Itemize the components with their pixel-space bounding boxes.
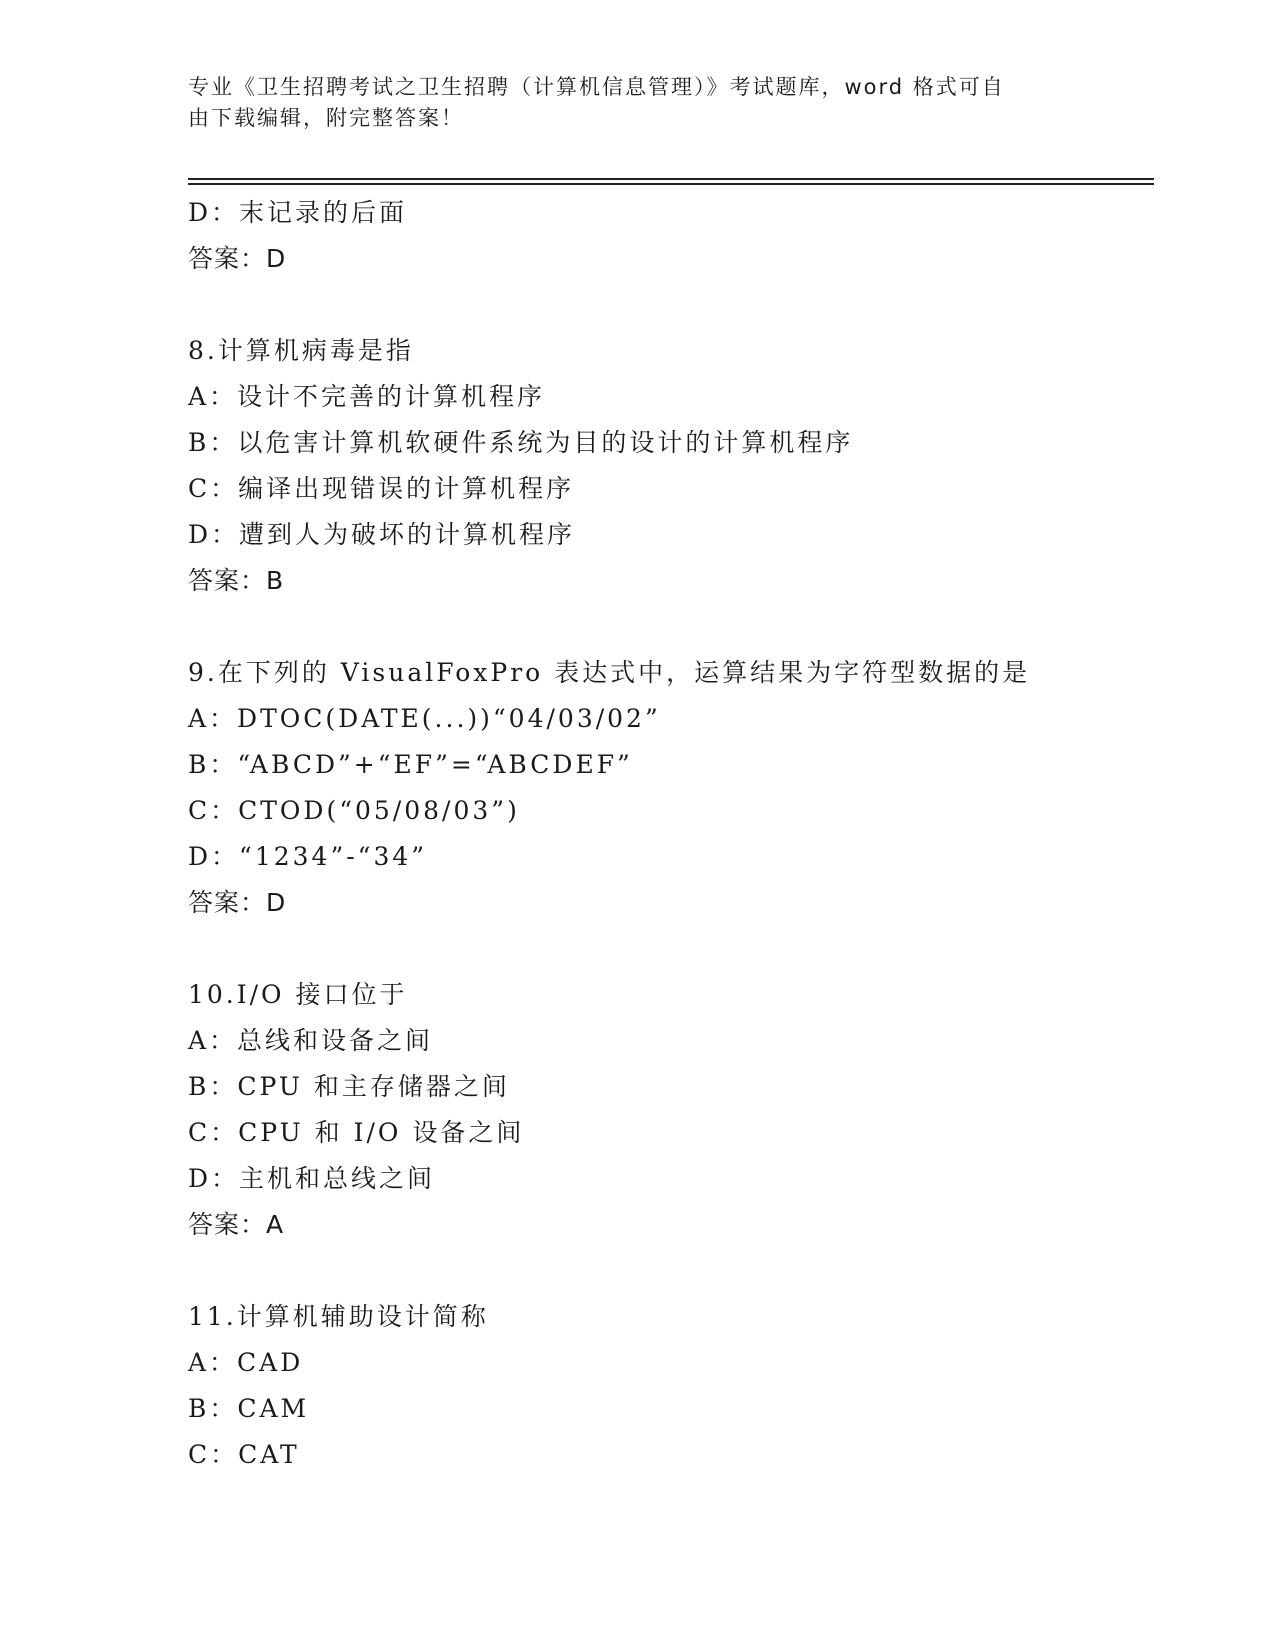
question-stem: 8.计算机病毒是指 [188, 336, 414, 365]
option-a: A：CAD [188, 1348, 304, 1377]
spacer [188, 1248, 1154, 1294]
option-b: B：以危害计算机软硬件系统为目的设计的计算机程序 [188, 428, 854, 457]
question-9 [188, 650, 1154, 926]
answer: 答案：A [188, 1210, 285, 1239]
option-c: C：编译出现错误的计算机程序 [188, 474, 575, 503]
question-stem: 10.I/O 接口位于 [188, 980, 408, 1009]
prev-option-d: D：末记录的后面 [188, 198, 408, 227]
spacer [188, 926, 1154, 972]
spacer [188, 282, 1154, 328]
option-d: D：“1234”-“34” [188, 842, 428, 871]
header-divider-top [188, 178, 1154, 180]
question-11 [188, 1294, 1154, 1478]
option-d: D：主机和总线之间 [188, 1164, 436, 1193]
question-stem: 11.计算机辅助设计简称 [188, 1302, 489, 1331]
prev-answer: 答案：D [188, 244, 287, 273]
option-d: D：遭到人为破坏的计算机程序 [188, 520, 576, 549]
document-header [188, 72, 1088, 134]
option-c: C：CPU 和 I/O 设备之间 [188, 1118, 525, 1147]
answer: 答案：D [188, 888, 287, 917]
header-divider-bottom [188, 183, 1154, 185]
option-a: A：设计不完善的计算机程序 [188, 382, 546, 411]
spacer [188, 604, 1154, 650]
option-b: B：CPU 和主存储器之间 [188, 1072, 510, 1101]
option-a: A：总线和设备之间 [188, 1026, 434, 1055]
option-c: C：CTOD(“05/08/03”) [188, 796, 520, 825]
option-a: A：DTOC(DATE(...))“04/03/02” [188, 704, 661, 733]
answer: 答案：B [188, 566, 285, 595]
option-b: B：CAM [188, 1394, 310, 1423]
option-c: C：CAT [188, 1440, 300, 1469]
question-10 [188, 972, 1154, 1248]
header-line-1: 专业《卫生招聘考试之卫生招聘（计算机信息管理）》考试题库，word 格式可自 [188, 75, 1005, 99]
option-b: B：“ABCD”+“EF”=“ABCDEF” [188, 750, 633, 779]
exam-content [188, 190, 1154, 1478]
question-8 [188, 328, 1154, 604]
question-stem: 9.在下列的 VisualFoxPro 表达式中，运算结果为字符型数据的是 [188, 658, 1031, 687]
header-line-2: 由下载编辑，附完整答案！ [188, 106, 464, 130]
